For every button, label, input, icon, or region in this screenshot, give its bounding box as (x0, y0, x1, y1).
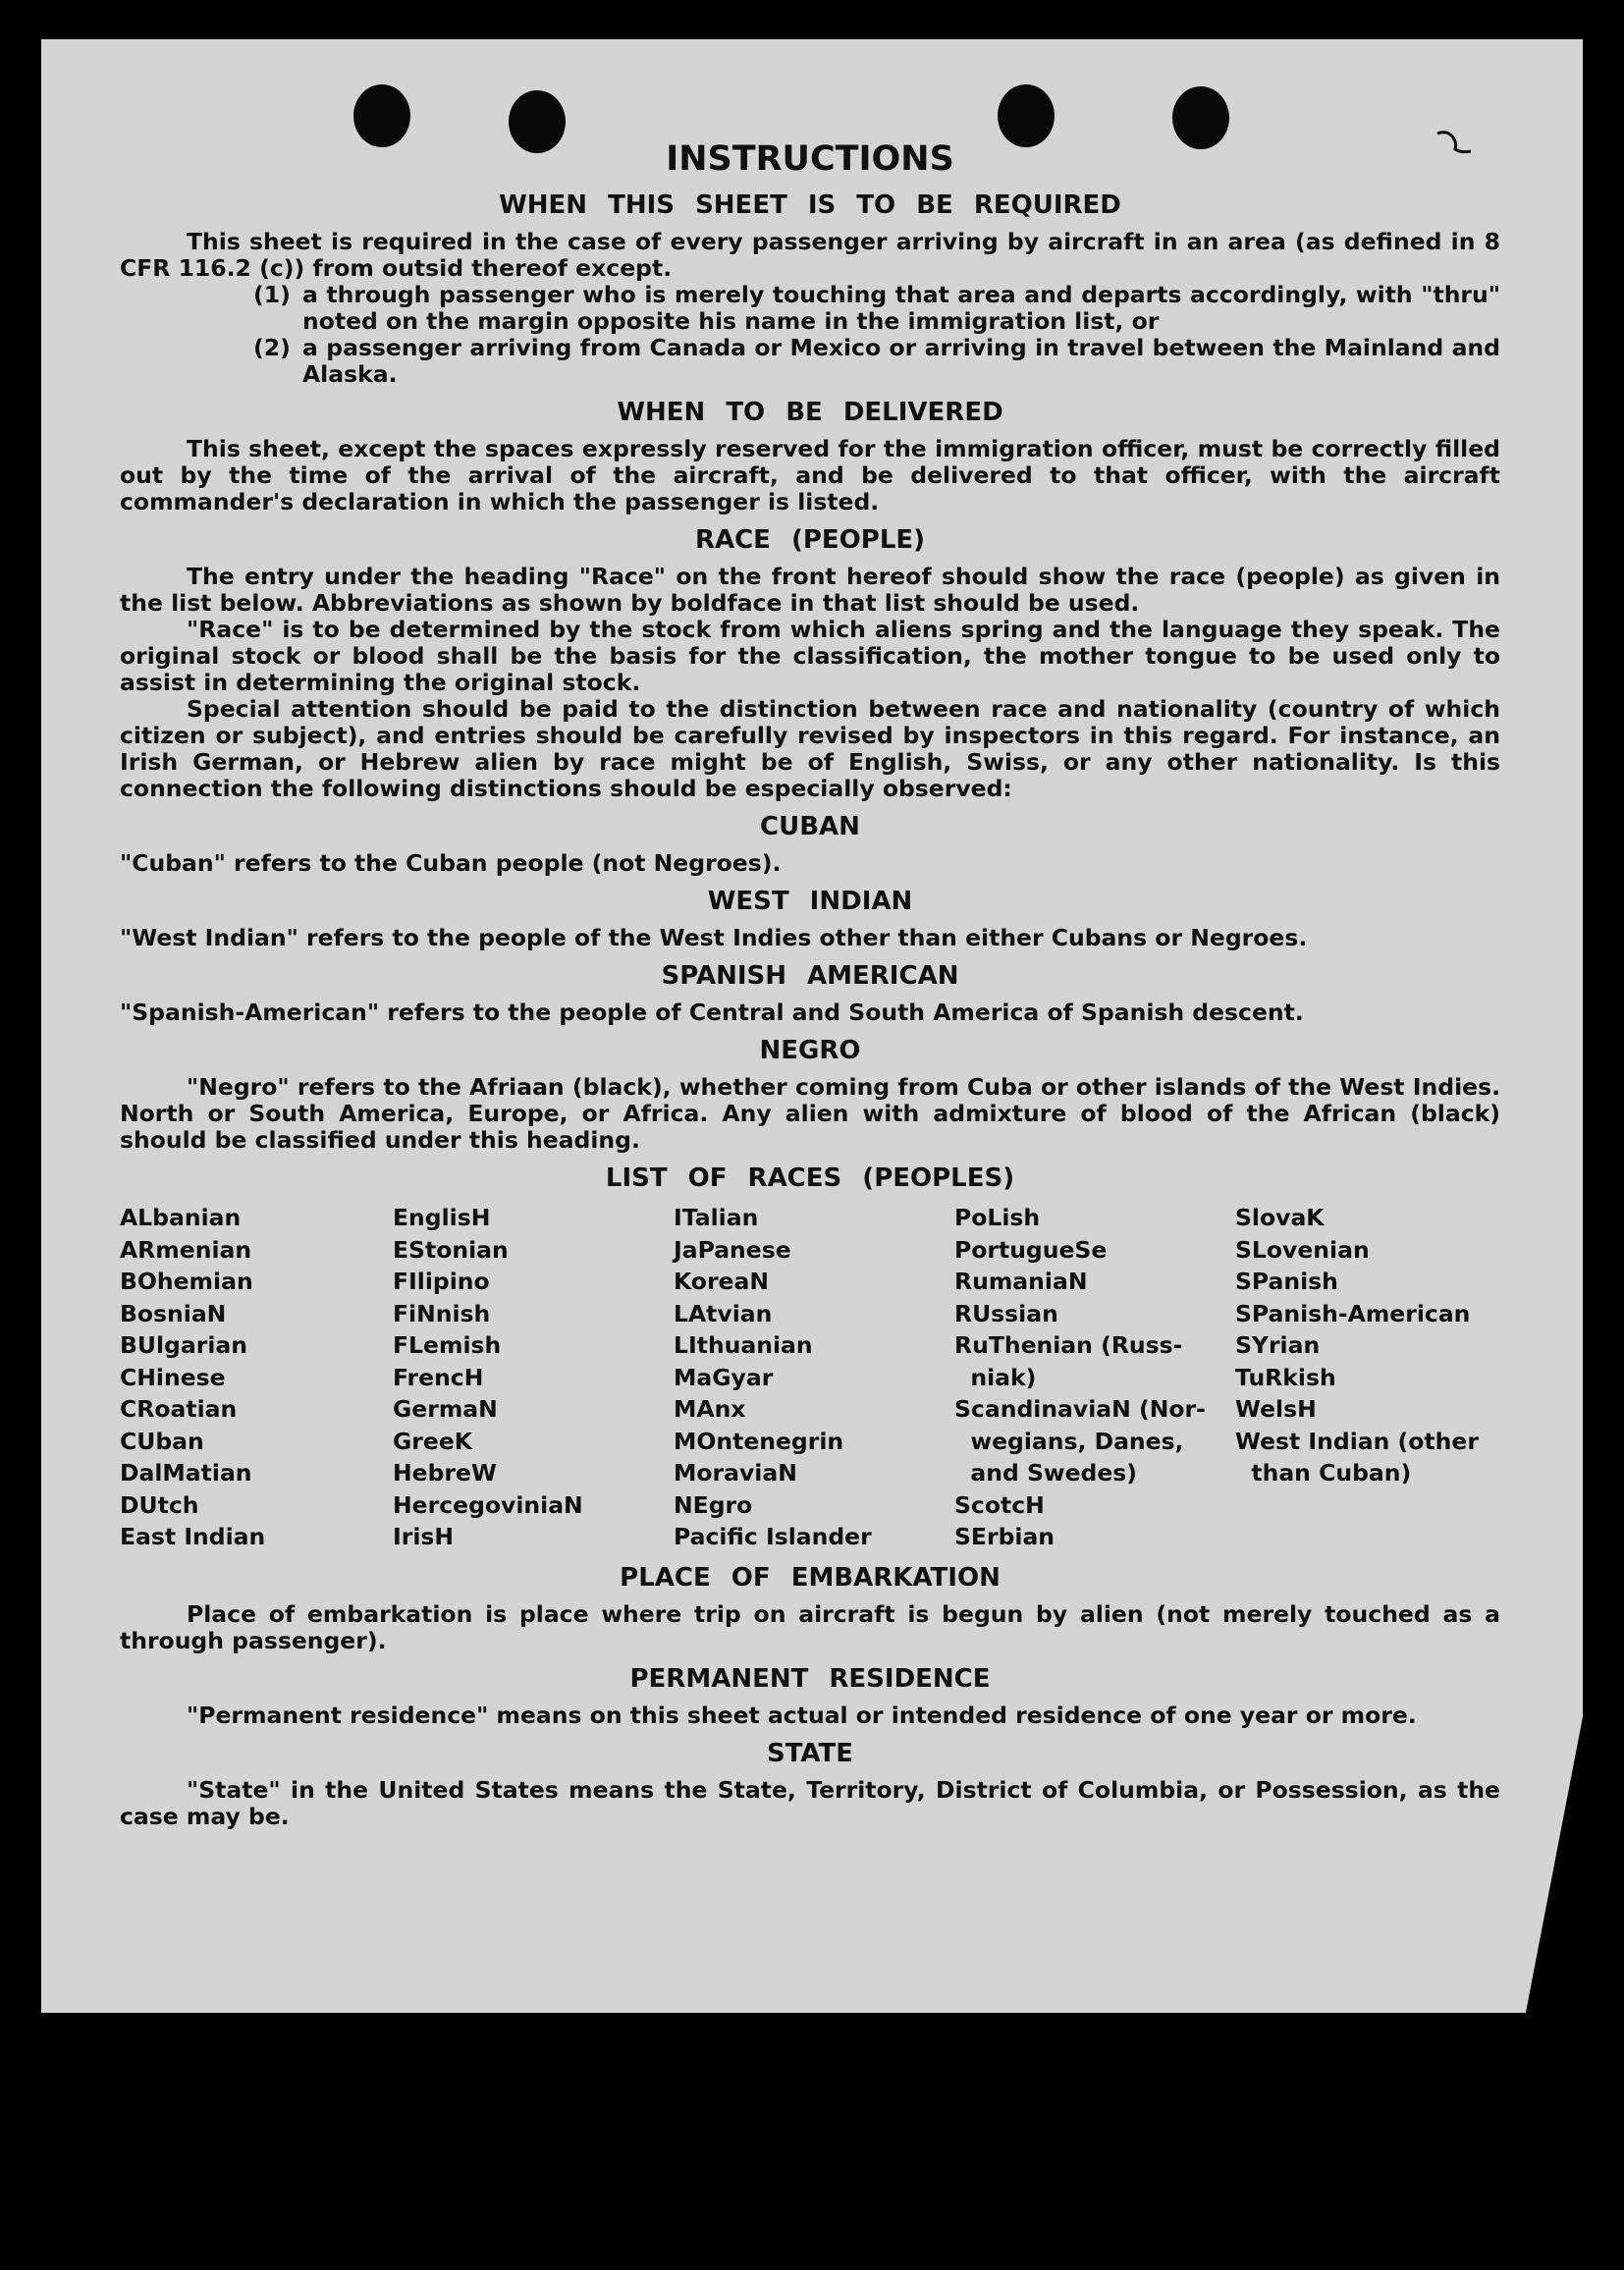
race-entry: SErbian (954, 1523, 1056, 1550)
race-entry: SPanish-American (1235, 1299, 1471, 1327)
race-entry: MaGyar (674, 1363, 774, 1391)
race-entry: PoLish (954, 1204, 1041, 1231)
race-entry: SPanish (1235, 1268, 1338, 1295)
race-entry: DUtch (120, 1490, 199, 1519)
heading-cuban: CUBAN (760, 812, 860, 841)
race-entry: EStonian (393, 1235, 509, 1264)
race-entry: wegians, Danes, (954, 1427, 1184, 1455)
race-entry: SlovaK (1235, 1204, 1325, 1231)
race-entry: RuThenian (Russ- (954, 1331, 1183, 1359)
race-entry: RUssian (954, 1299, 1058, 1327)
race-entry: FIlipino (393, 1268, 490, 1295)
permanent-residence-text: "Permanent residence" means on this sheet actual or intended residence of one year or more. (187, 1701, 1417, 1729)
heading-west-indian: WEST INDIAN (707, 887, 913, 916)
instructions-content (120, 137, 1500, 1830)
race-entry: HebreW (393, 1459, 497, 1486)
heading-state: STATE (766, 1738, 854, 1768)
races-column (393, 1202, 674, 1553)
race-entry: KoreaN (674, 1268, 769, 1295)
race-entry: FrencH (393, 1363, 484, 1391)
heading-list-of-races: LIST OF RACES (PEOPLES) (605, 1163, 1015, 1193)
race-paragraph-2: "Race" is to be determined by the stock from which aliens spring and the language they speak. The original stock or blood shall be the basis for the classification, the mother tongue to be used only to assist in determining the original stock. (120, 616, 1500, 696)
exception-text: a passenger arriving from Canada or Mexico or arriving in travel between the Mainland and Alaska. (302, 334, 1500, 388)
when-required-intro: This sheet is required in the case of every passenger arriving by aircraft in an area (as defined in 8 CFR 116.2 (c)) from outsid thereof except. (120, 228, 1500, 282)
race-entry: ARmenian (120, 1235, 252, 1264)
race-entry: BOhemian (120, 1268, 253, 1295)
exception-item (253, 282, 1500, 335)
exception-number: (2) (253, 334, 291, 361)
race-paragraph-3: Special attention should be paid to the distinction between race and nationality (country of which citizen or subject), and entries should be carefully revised by inspectors in this regard. For instance, an Irish German, or Hebrew alien by race might be of English, Swiss, or any other nationality. Is this connection the following distinctions should be especially observed: (120, 695, 1500, 802)
race-entry: NEgro (674, 1490, 753, 1519)
embarkation-text: Place of embarkation is place where trip on aircraft is begun by alien (not merely touched as a through passenger). (120, 1599, 1500, 1654)
races-column (120, 1202, 393, 1553)
race-entry: MOntenegrin (674, 1427, 844, 1455)
heading-when-required: WHEN THIS SHEET IS TO BE REQUIRED (499, 190, 1121, 220)
exception-item (253, 335, 1500, 388)
heading-when-delivered: WHEN TO BE DELIVERED (617, 398, 1003, 427)
cuban-text: "Cuban" refers to the Cuban people (not Negroes). (120, 849, 782, 877)
race-entry: LAtvian (674, 1299, 773, 1327)
negro-text: "Negro" refers to the Afriaan (black), whether coming from Cuba or other islands of the West Indies. North or South America, Europe, or Africa. Any alien with admixture of blood of the African (black) should be classified under this heading. (120, 1073, 1500, 1154)
race-entry: FLemish (393, 1331, 502, 1359)
race-entry: MAnx (674, 1395, 746, 1423)
race-entry: SLovenian (1235, 1235, 1370, 1264)
race-entry: West Indian (other (1235, 1427, 1479, 1455)
race-entry: and Swedes) (954, 1459, 1138, 1486)
race-entry: East Indian (120, 1523, 266, 1550)
race-entry: than Cuban) (1235, 1459, 1412, 1486)
heading-race: RACE (PEOPLE) (694, 525, 926, 555)
race-entry: niak) (954, 1363, 1037, 1391)
exception-text: a through passenger who is merely touching that area and departs accordingly, with "thru" noted on the margin opposite his name in the immigration list, or (302, 281, 1500, 335)
state-text: "State" in the United States means the State, Territory, District of Columbia, or Possession, as the case may be. (120, 1775, 1500, 1830)
races-column (674, 1202, 954, 1553)
heading-embarkation: PLACE OF EMBARKATION (620, 1562, 1001, 1593)
race-entry: FiNnish (393, 1299, 491, 1327)
race-entry: ScandinaviaN (Nor- (954, 1395, 1206, 1423)
race-entry: SYrian (1235, 1331, 1321, 1359)
race-entry: ALbanian (120, 1204, 242, 1231)
race-entry: GreeK (393, 1427, 472, 1455)
page-title: INSTRUCTIONS (666, 139, 954, 179)
race-entry: LIthuanian (674, 1331, 813, 1359)
west-indian-text: "West Indian" refers to the people of the West Indies other than either Cubans or Negroes. (120, 924, 1308, 951)
race-entry: HercegoviniaN (393, 1490, 583, 1519)
race-entry: ITalian (674, 1204, 759, 1231)
races-column (954, 1202, 1235, 1553)
heading-spanish-american: SPANISH AMERICAN (661, 961, 959, 991)
race-entry: ScotcH (954, 1490, 1045, 1519)
race-entry: RumaniaN (954, 1268, 1088, 1295)
races-column (1235, 1202, 1500, 1553)
heading-permanent-residence: PERMANENT RESIDENCE (629, 1663, 991, 1694)
race-entry: EnglisH (393, 1204, 491, 1231)
when-delivered-text: This sheet, except the spaces expressly reserved for the immigration officer, must be correctly filled out by the time of the arrival of the aircraft, and be delivered to that officer, with the aircraft commander's declaration in which the passenger is listed. (120, 435, 1500, 515)
race-entry: JaPanese (674, 1235, 791, 1264)
race-entry: CHinese (120, 1363, 226, 1391)
race-entry: MoraviaN (674, 1459, 797, 1486)
race-entry: PortugueSe (954, 1235, 1108, 1264)
exception-number: (1) (253, 281, 291, 308)
race-entry: BosniaN (120, 1299, 227, 1327)
race-paragraph-1: The entry under the heading "Race" on the front hereof should show the race (people) as given in the list below. Abbreviations as shown by boldface in that list should be used. (120, 563, 1500, 617)
race-entry: DalMatian (120, 1459, 252, 1486)
heading-negro: NEGRO (759, 1036, 861, 1065)
race-entry: CUban (120, 1427, 204, 1455)
race-entry: IrisH (393, 1523, 455, 1550)
race-entry: CRoatian (120, 1395, 238, 1423)
race-entry: BUlgarian (120, 1331, 247, 1359)
race-entry: GermaN (393, 1395, 498, 1423)
races-list (120, 1202, 1500, 1553)
race-entry: WelsH (1235, 1395, 1317, 1423)
race-entry: Pacific Islander (674, 1523, 872, 1550)
spanish-american-text: "Spanish-American" refers to the people of Central and South America of Spanish descent. (120, 999, 1304, 1026)
race-entry: TuRkish (1235, 1363, 1336, 1391)
